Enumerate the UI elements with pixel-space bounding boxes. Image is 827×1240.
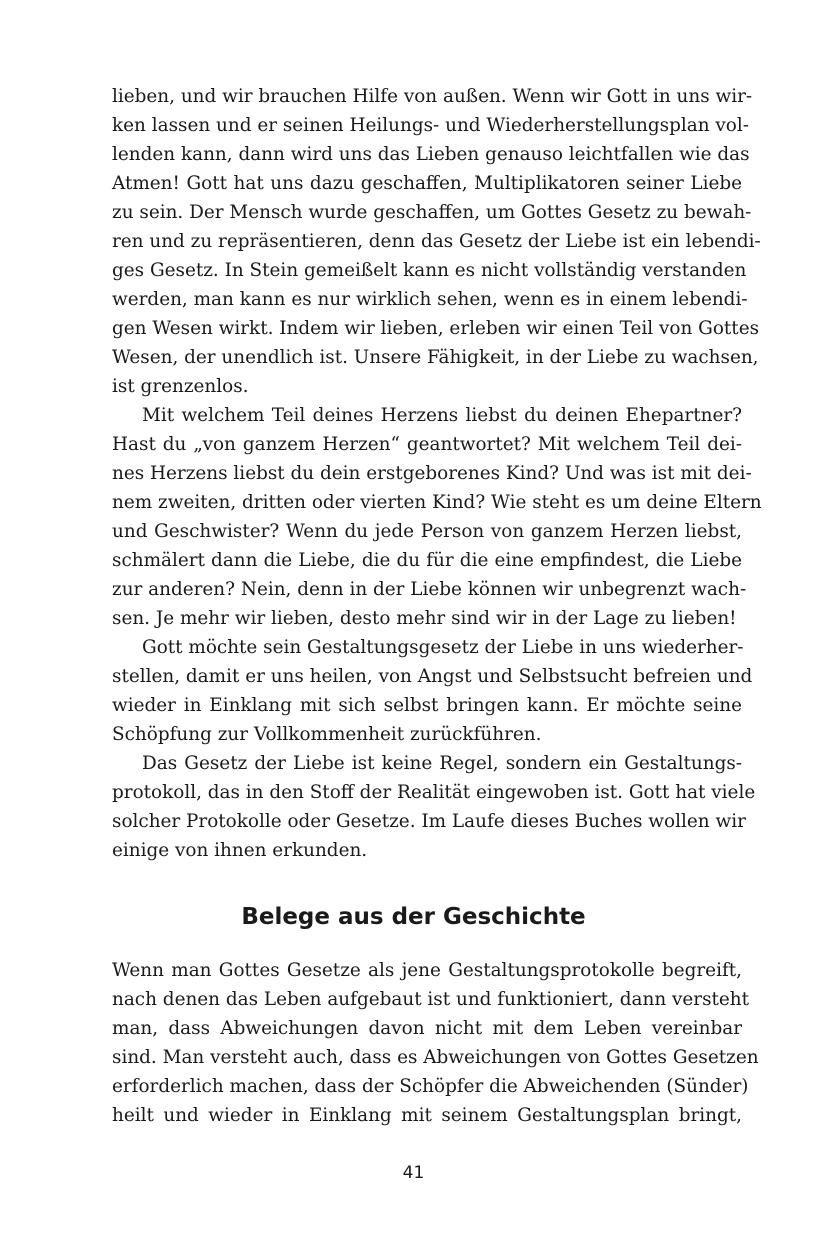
body-text-section-1 [112,82,762,865]
text-line: solcher Protokolle oder Gesetze. Im Laufe dieses Buches wollen wir [112,811,746,832]
text-line: ken lassen und er seinen Heilungs- und Wiederherstellungsplan vol- [112,115,749,136]
text-line: ren und zu repräsentieren, denn das Gesetz der Liebe ist ein lebendi- [112,231,761,252]
text-line: zur anderen? Nein, denn in der Liebe können wir unbegrenzt wach- [112,579,747,600]
text-line: Gott möchte sein Gestaltungsgesetz der Liebe in uns wiederher- [142,637,744,658]
page-number: 41 [402,1163,425,1183]
text-line: man, dass Abweichungen davon nicht mit dem Leben vereinbar [112,1018,742,1039]
text-line: Atmen! Gott hat uns dazu geschaffen, Multiplikatoren seiner Liebe [112,173,742,194]
text-line: Wesen, der unendlich ist. Unsere Fähigkeit, in der Liebe zu wachsen, [112,347,759,368]
text-line: nach denen das Leben aufgebaut ist und funktioniert, dann versteht [112,989,750,1010]
text-line: lenden kann, dann wird uns das Lieben genauso leichtfallen wie das [112,144,750,165]
text-line: nem zweiten, dritten oder vierten Kind? Wie steht es um deine Eltern [112,492,762,513]
text-line: stellen, damit er uns heilen, von Angst und Selbstsucht befreien und [112,666,753,687]
text-line: gen Wesen wirkt. Indem wir lieben, erleben wir einen Teil von Gottes [112,318,760,339]
text-line: heilt und wieder in Einklang mit seinem Gestaltungsplan bringt, [112,1105,742,1126]
text-line: Hast du „von ganzem Herzen“ geantwortet? Mit welchem Teil dei- [112,434,742,455]
text-line: werden, man kann es nur wirklich sehen, wenn es in einem lebendi- [112,289,748,310]
text-line: Das Gesetz der Liebe ist keine Regel, sondern ein Gestaltungs- [142,753,742,774]
text-line: Mit welchem Teil deines Herzens liebst du deinen Ehepartner? [142,405,742,426]
text-line: erforderlich machen, dass der Schöpfer die Abweichenden (Sünder) [112,1076,749,1097]
text-line: Schöpfung zur Vollkommenheit zurückführen. [112,724,542,745]
text-line: sind. Man versteht auch, dass es Abweichungen von Gottes Gesetzen [112,1047,759,1068]
text-line: sen. Je mehr wir lieben, desto mehr sind wir in der Lage zu lieben! [112,608,737,629]
text-line: und Geschwister? Wenn du jede Person von ganzem Herzen liebst, [112,521,742,542]
text-line: lieben, und wir brauchen Hilfe von außen. Wenn wir Gott in uns wir- [112,86,753,107]
section-heading: Belege aus der Geschichte [241,904,586,930]
text-line: schmälert dann die Liebe, die du für die eine empfindest, die Liebe [112,550,742,571]
text-line: wieder in Einklang mit sich selbst bringen kann. Er möchte seine [112,695,742,716]
text-line: ist grenzenlos. [112,376,249,397]
text-line: protokoll, das in den Stoff der Realität eingewoben ist. Gott hat viele [112,782,756,803]
text-line: ges Gesetz. In Stein gemeißelt kann es nicht vollständig verstanden [112,260,747,281]
text-line: einige von ihnen erkunden. [112,840,368,861]
text-line: nes Herzens liebst du dein erstgeborenes Kind? Und was ist mit dei- [112,463,752,484]
text-line: Wenn man Gottes Gesetze als jene Gestaltungsprotokolle begreift, [112,960,742,981]
text-line: zu sein. Der Mensch wurde geschaffen, um Gottes Gesetz zu bewah- [112,202,752,223]
body-text-section-2 [112,956,759,1130]
